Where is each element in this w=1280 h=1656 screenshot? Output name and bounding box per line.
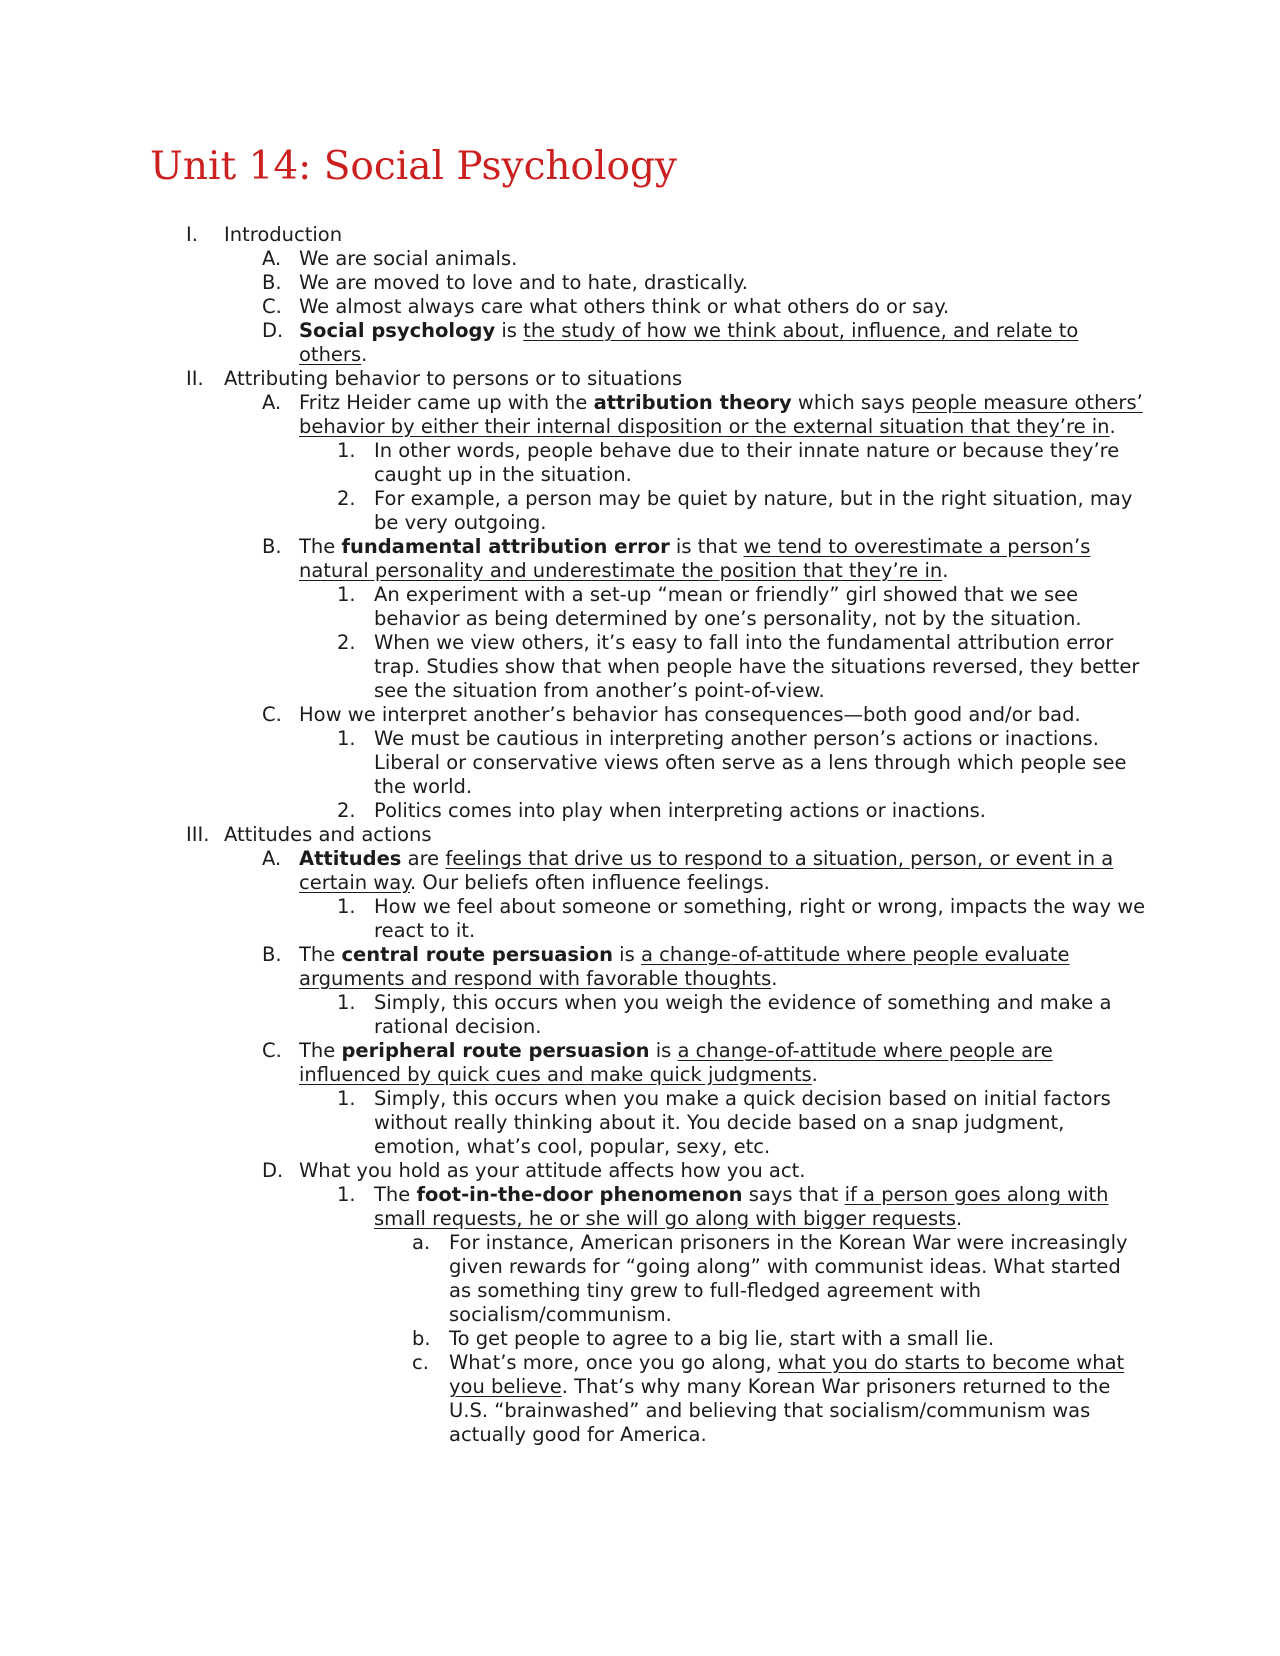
outline-text [299,1159,1146,1183]
outline-text [374,895,1146,943]
outline-marker: 1. [337,727,356,750]
outline-marker: III. [186,823,210,846]
text-segment: An experiment with a set-up “mean or friendly” girl showed that we see behavior as being determined by one’s personality, not by the situation. [374,583,1082,630]
text-segment: In other words, people behave due to their innate nature or because they’re caught up in the situation. [374,439,1120,486]
outline-list [186,223,1146,1447]
outline-marker: C. [262,1039,282,1062]
outline-text [299,271,1146,295]
outline-marker: A. [262,391,282,414]
definition-text: if a person goes along with small requests, he or she will go along with bigger requests [374,1183,1109,1230]
definition-text: people measure others’ behavior by either their internal disposition or the external situation that they’re in [299,391,1143,438]
outline-marker: D. [262,1159,284,1182]
outline-text [224,223,1146,247]
key-term: foot-in-the-door phenomenon [416,1183,743,1206]
definition-text: the study of how we think about, influence, and relate to others [299,319,1079,366]
outline-marker: 1. [337,439,356,462]
outline-text [449,1231,1146,1327]
outline-item-level-3 [186,895,1146,943]
key-term: central route persuasion [341,943,613,966]
outline-item-level-1 [186,223,1146,247]
definition-text: a change-of-attitude where people evaluate arguments and respond with favorable thoughts [299,943,1070,990]
outline-text [299,703,1146,727]
key-term: Social psychology [299,319,496,342]
text-segment: Attributing behavior to persons or to situations [224,367,683,390]
outline-marker: 1. [337,1183,356,1206]
outline-marker: C. [262,295,282,318]
outline-marker: D. [262,319,284,342]
outline-marker: 2. [337,487,356,510]
text-segment: . [956,1207,963,1230]
outline-text [299,391,1146,439]
outline-marker: c. [412,1351,429,1374]
outline-marker: a. [412,1231,431,1254]
outline-item-level-3 [186,1183,1146,1231]
text-segment: How we feel about someone or something, right or wrong, impacts the way we react to it. [374,895,1146,942]
text-segment: We must be cautious in interpreting another person’s actions or inactions. Liberal or conservative views often serve as a lens through which people see the world. [374,727,1127,798]
outline-marker: 1. [337,1087,356,1110]
outline-text [299,295,1146,319]
outline-text [299,535,1146,583]
page-title: Unit 14: Social Psychology [150,144,677,189]
outline-marker: I. [186,223,198,246]
outline-text [374,799,1146,823]
outline-item-level-3 [186,439,1146,487]
outline-item-level-2 [186,703,1146,727]
text-segment: What’s more, once you go along, [449,1351,778,1374]
outline-item-level-2 [186,847,1146,895]
text-segment: What you hold as your attitude affects how you act. [299,1159,806,1182]
outline-text [374,487,1146,535]
outline-marker: B. [262,943,282,966]
definition-text: a change-of-attitude where people are influenced by quick cues and make quick judgments [299,1039,1053,1086]
text-segment: . [361,343,368,366]
outline-item-level-3 [186,1087,1146,1159]
text-segment: Fritz Heider came up with the [299,391,594,414]
outline-item-level-2 [186,295,1146,319]
text-segment: The [299,943,342,966]
outline-item-level-3 [186,583,1146,631]
outline-marker: 2. [337,799,356,822]
text-segment: which says [791,391,911,414]
key-term: peripheral route persuasion [341,1039,650,1062]
outline-marker: A. [262,847,282,870]
outline-marker: A. [262,247,282,270]
text-segment: says that [742,1183,845,1206]
outline-text [449,1327,1146,1351]
text-segment: is [649,1039,678,1062]
text-segment: We almost always care what others think or what others do or say. [299,295,950,318]
outline-item-level-2 [186,535,1146,583]
text-segment: Introduction [224,223,343,246]
outline-item-level-3 [186,991,1146,1039]
text-segment: Attitudes and actions [224,823,432,846]
key-term: Attitudes [299,847,402,870]
outline-item-level-1 [186,823,1146,847]
outline-item-level-2 [186,247,1146,271]
outline-marker: C. [262,703,282,726]
outline-item-level-4 [186,1231,1146,1327]
text-segment: The [374,1183,417,1206]
text-segment: . [942,559,949,582]
text-segment: The [299,1039,342,1062]
text-segment: . [771,967,778,990]
outline-marker: b. [412,1327,431,1350]
outline-item-level-3 [186,727,1146,799]
outline-item-level-3 [186,799,1146,823]
outline-text [374,583,1146,631]
outline-item-level-2 [186,391,1146,439]
text-segment: For instance, American prisoners in the Korean War were increasingly given rewards for “going along” with communist ideas. What started as something tiny grew to full-fledged agreement with socialism/communism. [449,1231,1128,1326]
text-segment: . That’s why many Korean War prisoners returned to the U.S. “brainwashed” and believing that socialism/communism was actually good for America. [449,1375,1111,1446]
outline-text [374,439,1146,487]
text-segment: Simply, this occurs when you make a quick decision based on initial factors without really thinking about it. You decide based on a snap judgment, emotion, what’s cool, popular, sexy, etc. [374,1087,1111,1158]
outline-marker: B. [262,271,282,294]
outline-text [224,367,1146,391]
outline-item-level-2 [186,1039,1146,1087]
text-segment: Politics comes into play when interpreting actions or inactions. [374,799,986,822]
outline-marker: 1. [337,895,356,918]
outline-text [374,727,1146,799]
outline-item-level-3 [186,631,1146,703]
outline-text [299,247,1146,271]
text-segment: is [495,319,524,342]
definition-text: what you do starts to become what you believe [449,1351,1125,1398]
outline-text [299,319,1146,367]
outline-item-level-2 [186,271,1146,295]
outline-text [299,943,1146,991]
definition-text: feelings that drive us to respond to a situation, person, or event in a certain way [299,847,1114,894]
text-segment: . [811,1063,818,1086]
text-segment: . [1109,415,1116,438]
text-segment: To get people to agree to a big lie, start with a small lie. [449,1327,995,1350]
outline-text [299,1039,1146,1087]
text-segment: We are moved to love and to hate, drastically. [299,271,749,294]
outline-item-level-2 [186,943,1146,991]
text-segment: . Our beliefs often influence feelings. [409,871,770,894]
outline-item-level-3 [186,487,1146,535]
key-term: fundamental attribution error [341,535,670,558]
text-segment: How we interpret another’s behavior has consequences—both good and/or bad. [299,703,1081,726]
outline-marker: 2. [337,631,356,654]
outline-text [374,631,1146,703]
outline-text [224,823,1146,847]
outline-item-level-1 [186,367,1146,391]
outline-text [299,847,1146,895]
outline-marker: B. [262,535,282,558]
text-segment: Simply, this occurs when you weigh the evidence of something and make a rational decision. [374,991,1112,1038]
text-segment: For example, a person may be quiet by nature, but in the right situation, may be very outgoing. [374,487,1133,534]
text-segment: We are social animals. [299,247,518,270]
outline-marker: 1. [337,991,356,1014]
key-term: attribution theory [593,391,792,414]
text-segment: is that [669,535,744,558]
text-segment: When we view others, it’s easy to fall into the fundamental attribution error trap. Studies show that when people have the situations reversed, they better see the situation from another’s point-of-view. [374,631,1140,702]
text-segment: are [401,847,446,870]
text-segment: The [299,535,342,558]
outline-text [374,1183,1146,1231]
outline-marker: II. [186,367,204,390]
outline-text [449,1351,1146,1447]
outline-item-level-2 [186,319,1146,367]
outline-text [374,991,1146,1039]
outline-item-level-4 [186,1327,1146,1351]
outline-text [374,1087,1146,1159]
definition-text: we tend to overestimate a person’s natural personality and underestimate the position that they’re in [299,535,1091,582]
outline-item-level-2 [186,1159,1146,1183]
outline-marker: 1. [337,583,356,606]
outline-item-level-4 [186,1351,1146,1447]
text-segment: is [612,943,641,966]
